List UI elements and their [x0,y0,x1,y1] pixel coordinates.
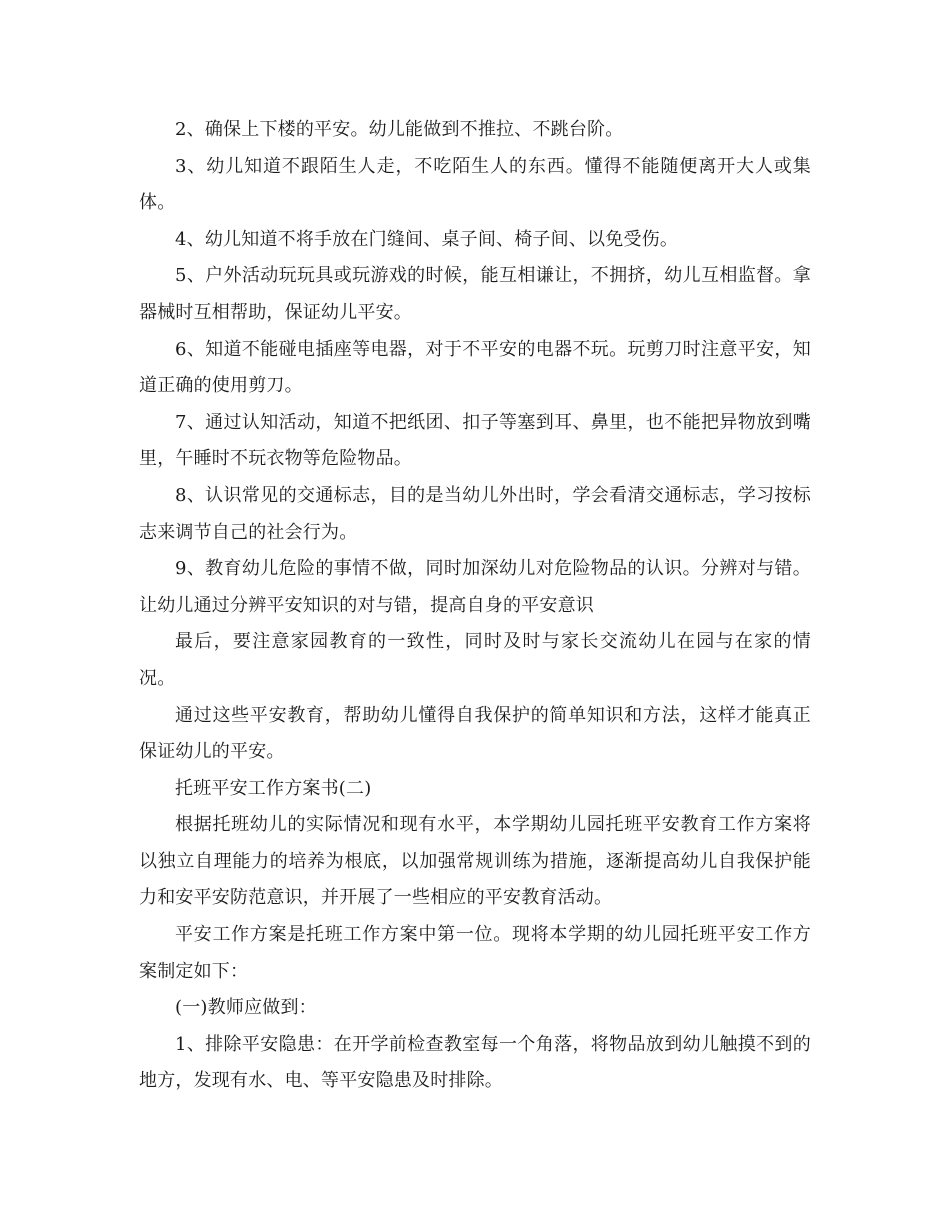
paragraph-item-3: 3、幼儿知道不跟陌生人走，不吃陌生人的东西。懂得不能随便离开大人或集体。 [139,155,811,214]
paragraph-item-8: 8、认识常见的交通标志，目的是当幼儿外出时，学会看清交通标志，学习按标志来调节自己的社会行为。 [139,484,811,543]
paragraph-item-4: 4、幼儿知道不将手放在门缝间、桌子间、椅子间、以免受伤。 [175,228,679,250]
paragraph-item-7: 7、通过认知活动，知道不把纸团、扣子等塞到耳、鼻里，也不能把异物放到嘴里，午睡时不玩衣物等危险物品。 [139,411,811,470]
paragraph-item-6: 6、知道不能碰电插座等电器，对于不平安的电器不玩。玩剪刀时注意平安，知道正确的使用剪刀。 [139,338,811,397]
section-heading: 托班平安工作方案书(二) [175,777,372,799]
paragraph-summary: 通过这些平安教育，帮助幼儿懂得自我保护的简单知识和方法，这样才能真正保证幼儿的平安。 [139,704,811,763]
paragraph-item-2: 2、确保上下楼的平安。幼儿能做到不推拉、不跳台阶。 [175,119,624,140]
paragraph-intro: 根据托班幼儿的实际情况和现有水平，本学期幼儿园托班平安教育工作方案将以独立自理能力的培养为根底，以加强常规训练为措施，逐渐提高幼儿自我保护能力和安平安防范意识，并开展了一些相应的平安教育活动。 [139,814,811,909]
document-body [139,112,811,1100]
paragraph-conclusion: 最后，要注意家园教育的一致性，同时及时与家长交流幼儿在园与在家的情况。 [139,631,811,689]
paragraph-item-5: 5、户外活动玩玩具或玩游戏的时候，能互相谦让，不拥挤，幼儿互相监督。拿器械时互相帮助，保证幼儿平安。 [139,265,811,323]
paragraph-teacher-item-1: 1、排除平安隐患：在开学前检查教室每一个角落，将物品放到幼儿触摸不到的地方，发现有水、电、等平安隐患及时排除。 [139,1033,811,1092]
paragraph-plan-statement: 平安工作方案是托班工作方案中第一位。现将本学期的幼儿园托班平安工作方案制定如下： [139,924,811,982]
paragraph-item-9: 9、教育幼儿危险的事情不做，同时加深幼儿对危险物品的认识。分辨对与错。让幼儿通过分辨平安知识的对与错，提高自身的平安意识 [139,558,811,616]
subsection-heading: (一)教师应做到： [175,997,317,1019]
